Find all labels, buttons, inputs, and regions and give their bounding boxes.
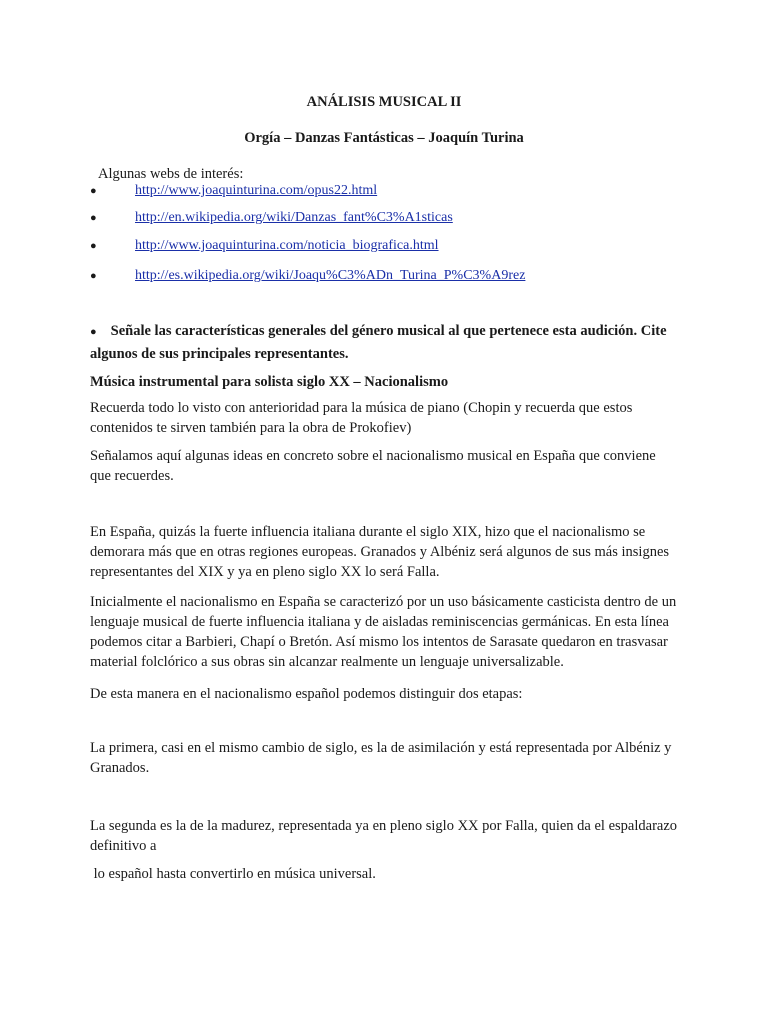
- paragraph: lo español hasta convertirlo en música universal.: [90, 866, 376, 882]
- question: [90, 320, 680, 365]
- document-subtitle: Orgía – Danzas Fantásticas – Joaquín Turina: [244, 130, 524, 146]
- paragraph: En España, quizás la fuerte influencia italiana durante el siglo XIX, hizo que el nacionalismo se demorara más que en otras regiones europeas. Granados y Albéniz será algunos de sus más insignes representantes del XIX y ya en pleno siglo XX lo será Falla.: [90, 524, 670, 580]
- document-title: ANÁLISIS MUSICAL II: [306, 94, 462, 110]
- paragraph: Inicialmente el nacionalismo en España se caracterizó por un uso básicamente casticista dentro de un lenguaje musical de fuerte influencia italiana y de aisladas reminiscencias germánicas. En esta línea podemos citar a Barbieri, Chapí o Bretón. Así mismo los intentos de Sarasate quedaron en trasvasar material folclórico a sus obras sin alcanzar realmente un lenguaje universalizable.: [90, 594, 677, 670]
- paragraph: Señalamos aquí algunas ideas en concreto sobre el nacionalismo musical en España que conviene que recuerdes.: [90, 448, 656, 484]
- link-joaquinturina-opus22[interactable]: http://www.joaquinturina.com/opus22.html: [135, 183, 378, 198]
- bullet-icon: ●: [90, 212, 97, 224]
- list-item: [90, 208, 690, 228]
- list-item: [90, 181, 690, 201]
- question-text: Señale las características generales del género musical al que pertenece esta audición. Cite algunos de sus principales representantes.: [90, 323, 667, 362]
- section-heading: Música instrumental para solista siglo XX – Nacionalismo: [90, 374, 449, 390]
- bullet-icon: ●: [90, 326, 97, 338]
- list-item: [90, 236, 690, 256]
- paragraph: La primera, casi en el mismo cambio de siglo, es la de asimilación y está representada por Albéniz y Granados.: [90, 740, 672, 776]
- bullet-icon: ●: [90, 270, 97, 282]
- links-intro: Algunas webs de interés:: [98, 166, 244, 182]
- paragraph: La segunda es la de la madurez, representada ya en pleno siglo XX por Falla, quien da el espaldarazo definitivo a: [90, 818, 678, 854]
- link-wikipedia-en-danzas[interactable]: http://en.wikipedia.org/wiki/Danzas_fant%C3%A1sticas: [135, 210, 453, 225]
- list-item: [90, 266, 690, 286]
- link-wikipedia-es-turina[interactable]: http://es.wikipedia.org/wiki/Joaqu%C3%ADn_Turina_P%C3%A9rez: [135, 268, 526, 283]
- link-joaquinturina-biografia[interactable]: http://www.joaquinturina.com/noticia_biografica.html: [135, 238, 439, 253]
- bullet-icon: ●: [90, 185, 97, 197]
- paragraph: Recuerda todo lo visto con anterioridad para la música de piano (Chopin y recuerda que estos contenidos te sirven también para la obra de Prokofiev): [90, 400, 633, 436]
- paragraph: De esta manera en el nacionalismo español podemos distinguir dos etapas:: [90, 686, 523, 702]
- bullet-icon: ●: [90, 240, 97, 252]
